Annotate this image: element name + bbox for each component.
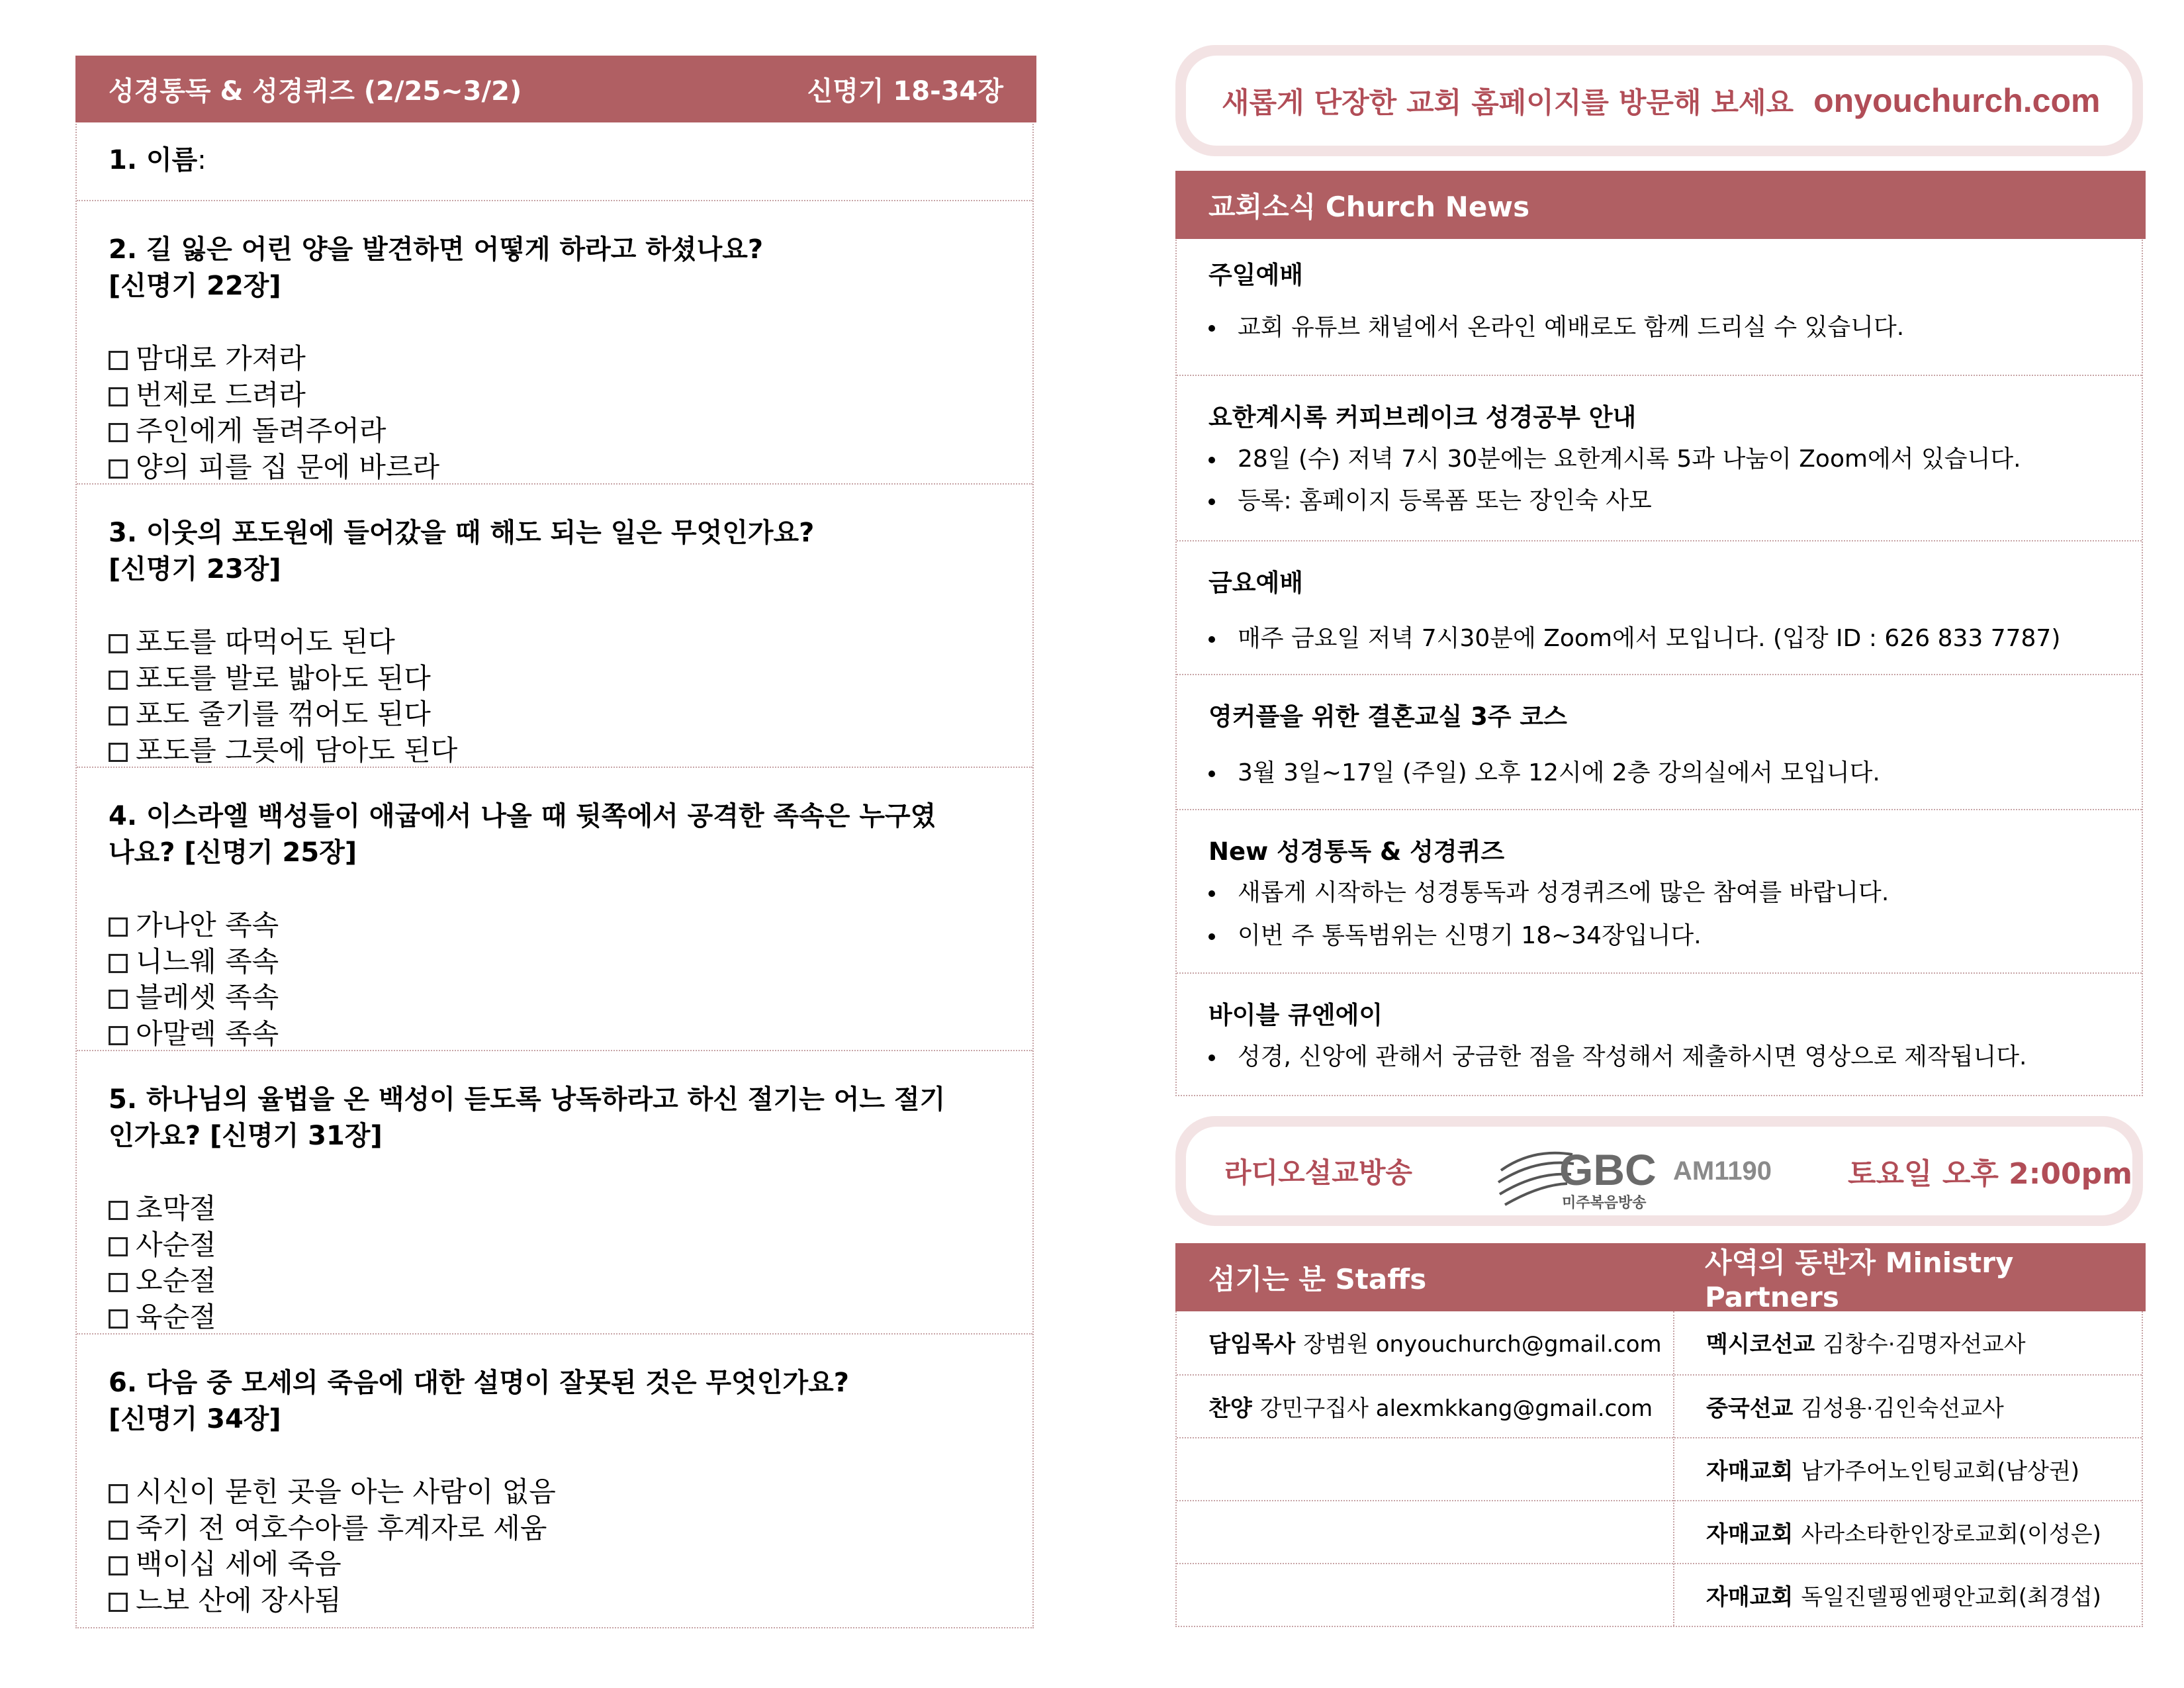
news-item: 이번 주 통독범위는 신명기 18~34장입니다.	[1208, 917, 1702, 951]
staff-table	[1175, 1243, 2143, 1627]
table-row	[1177, 1500, 2142, 1563]
bullet-icon	[1208, 933, 1215, 940]
radio-banner	[1175, 1116, 2143, 1226]
option-checkbox[interactable]: 포도 줄기를 꺾어도 된다	[109, 696, 1001, 733]
option-checkbox[interactable]: 양의 피를 집 문에 바르라	[109, 449, 1001, 486]
checkbox-icon[interactable]	[109, 423, 128, 442]
website-banner	[1175, 45, 2143, 156]
gbc-logo-subtext: 미주복음방송	[1562, 1195, 1647, 1211]
table-row	[1177, 1437, 2142, 1500]
checkbox-icon[interactable]	[109, 1593, 128, 1612]
checkbox-icon[interactable]	[109, 351, 128, 370]
news-item: 성경, 신앙에 관해서 궁금한 점을 작성해서 제출하시면 영상으로 제작됩니다.	[1208, 1038, 2027, 1072]
bullet-icon	[1208, 325, 1215, 332]
news-section-title: 주일예배	[1208, 261, 1303, 289]
option-checkbox[interactable]: 시신이 묻힌 곳을 아는 사람이 없음	[109, 1474, 1001, 1511]
news-section-title: 금요예배	[1208, 569, 1303, 597]
news-section-new-bible-reading	[1177, 809, 2142, 972]
quiz-header-range: 신명기 18-34장	[807, 76, 1003, 107]
option-checkbox[interactable]: 죽기 전 여호수아를 후계자로 세움	[109, 1511, 1001, 1547]
checkbox-icon[interactable]	[109, 459, 128, 479]
quiz-header	[75, 56, 1036, 122]
option-checkbox[interactable]: 가나안 족속	[109, 908, 1001, 944]
news-item: 등록: 홈페이지 등록폼 또는 장인숙 사모	[1208, 482, 1652, 516]
church-news-panel	[1175, 171, 2143, 1096]
news-item: 새롭게 시작하는 성경통독과 성경퀴즈에 많은 참여를 바랍니다.	[1208, 874, 1889, 908]
staff-cell: 찬양 강민구집사 alexmkkang@gmail.com	[1208, 1395, 1653, 1422]
question-ref: 인가요? [신명기 31장]	[109, 1121, 383, 1151]
checkbox-icon[interactable]	[109, 634, 128, 653]
option-checkbox[interactable]: 맘대로 가져라	[109, 341, 1001, 377]
name-label: 1. 이름	[109, 145, 198, 175]
news-section-title: 바이블 큐엔에이	[1208, 1001, 1383, 1029]
option-checkbox[interactable]: 초막절	[109, 1191, 1001, 1227]
question-text: 5. 하나님의 율법을 온 백성이 듣도록 낭독하라고 하신 절기는 어느 절기	[109, 1084, 946, 1115]
news-item: 3월 3일~17일 (주일) 오후 12시에 2층 강의실에서 모입니다.	[1208, 754, 1880, 788]
option-checkbox[interactable]: 포도를 발로 밟아도 된다	[109, 661, 1001, 697]
question-ref: 나요? [신명기 25장]	[109, 837, 357, 868]
question-text: 2. 길 잃은 어린 양을 발견하면 어떻게 하라고 하셨나요?	[109, 234, 764, 265]
checkbox-icon[interactable]	[109, 1556, 128, 1575]
news-section-marriage-class	[1177, 674, 2142, 809]
quiz-header-title: 성경통독 & 성경퀴즈 (2/25~3/2)	[109, 76, 522, 107]
checkbox-icon[interactable]	[109, 917, 128, 937]
question-text: 3. 이웃의 포도원에 들어갔을 때 해도 되는 일은 무엇인가요?	[109, 518, 815, 548]
option-checkbox[interactable]: 포도를 따먹어도 된다	[109, 624, 1001, 661]
option-checkbox[interactable]: 블레셋 족속	[109, 980, 1001, 1016]
partner-cell: 중국선교 김성용·김인숙선교사	[1706, 1395, 2004, 1422]
option-checkbox[interactable]: 번제로 드려라	[109, 377, 1001, 414]
website-url-link[interactable]: onyouchurch.com	[1813, 82, 2101, 119]
staff-cell: 담임목사 장범원 onyouchurch@gmail.com	[1208, 1331, 1662, 1358]
question-ref: [신명기 22장]	[109, 271, 281, 301]
bullet-icon	[1208, 498, 1215, 505]
news-section-sunday-worship	[1177, 239, 2142, 375]
checkbox-icon[interactable]	[109, 1309, 128, 1329]
name-colon: :	[197, 145, 206, 175]
partner-cell: 자매교회 독일진델핑엔평안교회(최경섭)	[1706, 1584, 2101, 1611]
radio-time: 토요일 오후 2:00pm	[1848, 1157, 2132, 1191]
option-checkbox[interactable]: 니느웨 족속	[109, 944, 1001, 980]
option-checkbox[interactable]: 오순절	[109, 1263, 1001, 1299]
news-item: 28일 (수) 저녁 7시 30분에는 요한계시록 5과 나눔이 Zoom에서 있습니다.	[1208, 440, 2021, 474]
website-banner-text: 새롭게 단장한 교회 홈페이지를 방문해 보세요	[1222, 86, 1794, 120]
staff-table-header	[1175, 1243, 2146, 1311]
news-item: 매주 금요일 저녁 7시30분에 Zoom에서 모입니다. (입장 ID : 626 833 7787)	[1208, 620, 2060, 653]
gbc-logo-text: GBC	[1559, 1145, 1657, 1194]
radio-label: 라디오설교방송	[1224, 1156, 1413, 1189]
question-text: 4. 이스라엘 백성들이 애굽에서 나올 때 뒷쪽에서 공격한 족속은 누구였	[109, 801, 936, 831]
bullet-icon	[1208, 636, 1215, 643]
partners-header: 사역의 동반자 Ministry Partners	[1705, 1246, 2014, 1313]
checkbox-icon[interactable]	[109, 1521, 128, 1540]
question-3	[77, 483, 1032, 767]
checkbox-icon[interactable]	[109, 1273, 128, 1292]
church-news-header: 교회소식 Church News	[1175, 171, 2146, 239]
option-checkbox[interactable]: 주인에게 돌려주어라	[109, 413, 1001, 449]
checkbox-icon[interactable]	[109, 1237, 128, 1256]
checkbox-icon[interactable]	[109, 1026, 128, 1045]
news-section-revelation-study	[1177, 375, 2142, 540]
bullet-icon	[1208, 457, 1215, 463]
bullet-icon	[1208, 1055, 1215, 1061]
question-ref: [신명기 34장]	[109, 1404, 281, 1434]
news-section-bible-qna	[1177, 972, 2142, 1095]
question-2	[77, 200, 1032, 483]
checkbox-icon[interactable]	[109, 706, 128, 726]
bullet-icon	[1208, 890, 1215, 897]
partner-cell: 자매교회 남가주어노인팅교회(남상권)	[1706, 1458, 2080, 1485]
checkbox-icon[interactable]	[109, 387, 128, 406]
option-checkbox[interactable]: 포도를 그릇에 담아도 된다	[109, 733, 1001, 769]
question-4	[77, 767, 1032, 1050]
checkbox-icon[interactable]	[109, 671, 128, 690]
checkbox-icon[interactable]	[109, 990, 128, 1009]
news-section-title: 요한계시록 커피브레이크 성경공부 안내	[1208, 403, 1637, 432]
question-text: 6. 다음 중 모세의 죽음에 대한 설명이 잘못된 것은 무엇인가요?	[109, 1368, 849, 1398]
option-checkbox[interactable]: 육순절	[109, 1299, 1001, 1336]
option-checkbox[interactable]: 사순절	[109, 1227, 1001, 1264]
checkbox-icon[interactable]	[109, 743, 128, 762]
partner-cell: 자매교회 사라소타한인장로교회(이성은)	[1706, 1521, 2101, 1548]
news-section-friday-worship	[1177, 540, 2142, 674]
staffs-header: 섬기는 분 Staffs	[1208, 1262, 1427, 1295]
option-checkbox[interactable]: 백이십 세에 죽음	[109, 1546, 1001, 1583]
question-ref: [신명기 23장]	[109, 554, 281, 585]
checkbox-icon[interactable]	[109, 954, 128, 973]
bible-quiz-panel	[75, 56, 1034, 1628]
news-section-title: New 성경통독 & 성경퀴즈	[1208, 837, 1505, 866]
checkbox-icon[interactable]	[109, 1201, 128, 1220]
news-item: 교회 유튜브 채널에서 온라인 예배로도 함께 드리실 수 있습니다.	[1208, 308, 1904, 342]
question-6	[77, 1333, 1032, 1628]
checkbox-icon[interactable]	[109, 1484, 128, 1503]
table-row	[1177, 1311, 2142, 1374]
table-row	[1177, 1374, 2142, 1437]
option-checkbox[interactable]: 아말렉 족속	[109, 1016, 1001, 1053]
option-checkbox[interactable]: 느보 산에 장사됨	[109, 1583, 1001, 1619]
partner-cell: 멕시코선교 김창수·김명자선교사	[1706, 1331, 2026, 1358]
radio-frequency: AM1190	[1673, 1156, 1772, 1186]
news-section-title: 영커플을 위한 결혼교실 3주 코스	[1208, 702, 1567, 731]
bullet-icon	[1208, 771, 1215, 777]
table-row	[1177, 1563, 2142, 1626]
question-5	[77, 1050, 1032, 1333]
